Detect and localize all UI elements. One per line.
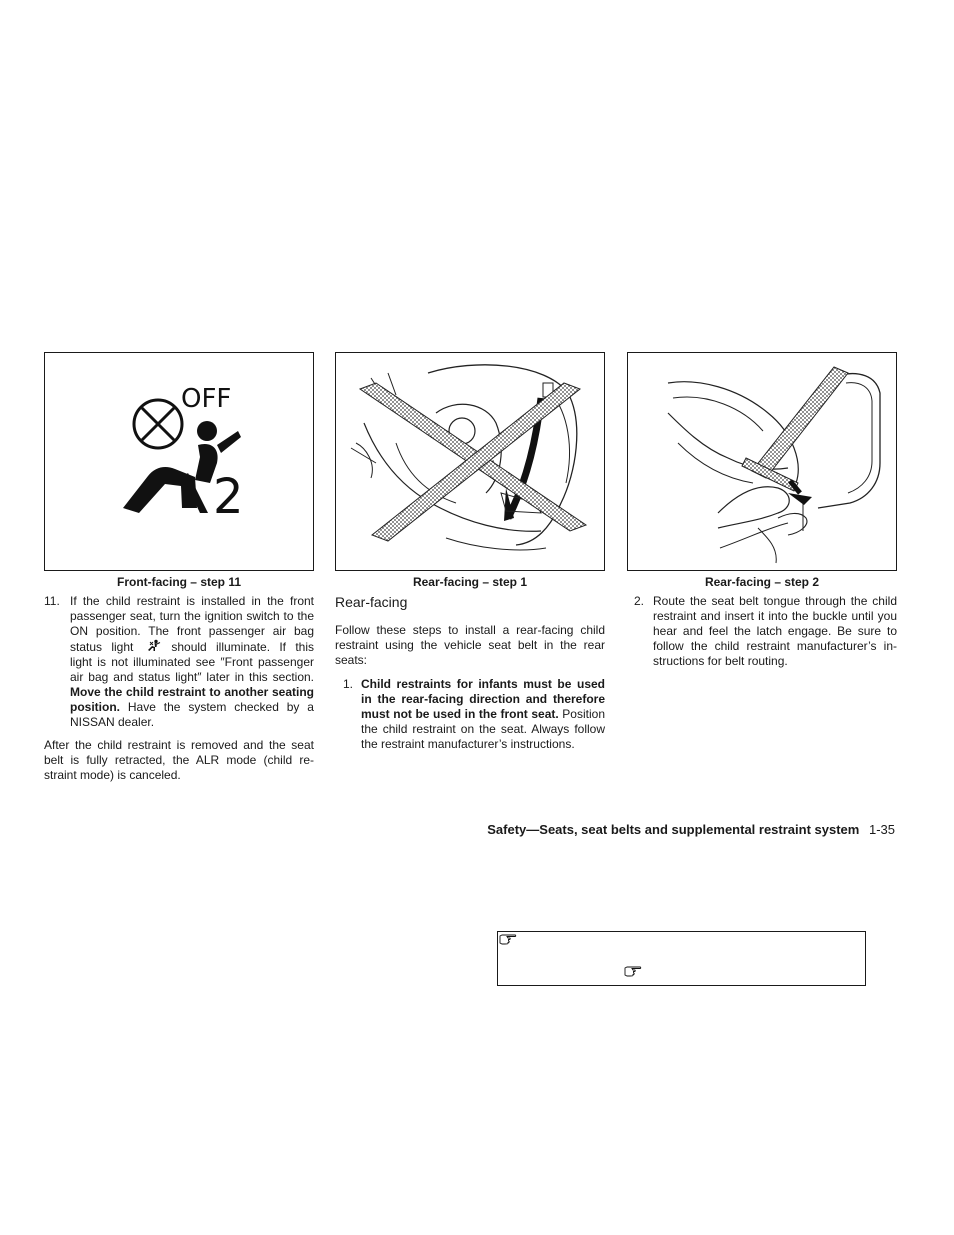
passenger-airbag-status-icon [147,639,161,653]
section-heading: Rear-facing [335,594,408,610]
step-number: 11. [44,594,60,608]
pointing-hand-icon [624,965,642,977]
page-footer [487,822,895,837]
airbag-off-icon [134,400,182,448]
page-number: 1-35 [868,822,895,837]
step-text: Have the system checked by a NISSAN dealer. [70,700,314,729]
step-number: 2. [634,594,645,608]
rear-facing-seat-illustration [336,353,604,570]
paragraph: After the child restraint is removed and the seat belt is fully retracted, the ALR mode (child re-straint mode) is canceled. [44,738,314,782]
step-bold-text: Child restraints for infants must be used in the rear-facing direction and therefore must not be used in the front seat. [361,677,605,721]
off-label: OFF [181,384,232,414]
figure-caption: Rear-facing – step 1 [412,575,528,589]
seat-number-label: 2 [213,469,244,525]
step-bold-text: Move the child restraint to another seating position. [70,685,314,714]
seat-belt-buckle-illustration [628,353,896,570]
footer-section-title: Safety—Seats, seat belts and supplemental restraint system [487,822,860,837]
figure-caption: Rear-facing – step 2 [704,575,820,589]
figure-rear-facing-step-1 [335,352,605,571]
figure-front-facing-step-11 [44,352,314,571]
step-text: If the child restraint is installed in the front passenger seat, turn the ignition switch to the ON position. The front passenger air bag status light [70,594,314,654]
figure-caption: Front-facing – step 11 [116,575,242,589]
list-item-step-2 [627,594,897,669]
step-text: should illuminate. If this light is not illuminated see ″Front passenger air bag and status light″ later in this section. [70,640,314,684]
text-column-3 [627,594,897,669]
text-column-1 [44,594,314,783]
list-item-step-1 [335,677,605,752]
figure-rear-facing-step-2 [627,352,897,571]
pointing-hand-icon [499,933,517,945]
paragraph: Follow these steps to install a rear-facing child restraint using the vehicle seat belt in the rear seats: [335,623,605,667]
step-number: 1. [343,677,354,691]
step-text: Position the child restraint on the seat. Always follow the restraint manufacturer’s instructions. [361,707,605,751]
step-text: Route the seat belt tongue through the child restraint and insert it into the buckle until you hear and feel the latch engage. Be sure to follow the child restraint manufacturer’s in-structions for belt routing. [653,594,897,668]
text-column-2 [335,593,605,752]
note-box [497,931,866,986]
list-item-step-11 [44,594,314,730]
